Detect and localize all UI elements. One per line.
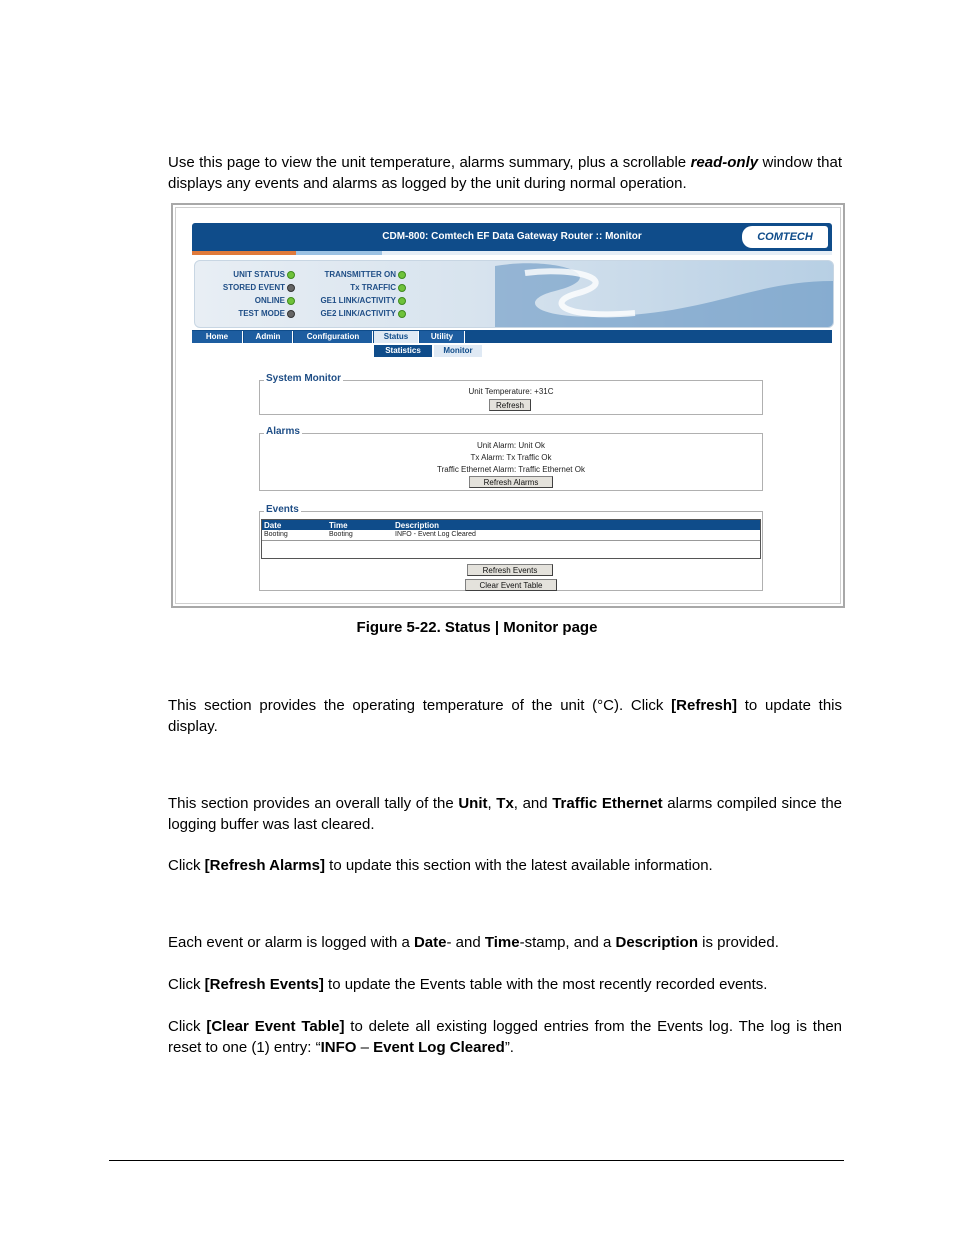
header-description: Description: [395, 521, 440, 530]
status-ge1-link: [295, 296, 406, 305]
events-panel: [259, 504, 763, 591]
clear-event-table-button[interactable]: Clear Event Table: [465, 579, 557, 591]
unit-alarm: Unit Alarm: Unit Ok: [476, 441, 545, 450]
events-description: [168, 932, 842, 953]
accent-orange: [192, 251, 296, 255]
figure-screenshot: [171, 203, 845, 608]
text: This section provides the operating temperature of the unit (°C). Click: [168, 697, 672, 714]
events-table[interactable]: [261, 519, 761, 559]
status-label: UNIT STATUS: [233, 270, 285, 279]
cell-time: Booting: [329, 531, 353, 538]
text: - and: [446, 934, 485, 951]
subtab-monitor[interactable]: Monitor: [434, 345, 482, 357]
footer-rule: [109, 1160, 844, 1161]
green-led-icon: [287, 271, 295, 279]
status-test-mode: [195, 309, 295, 318]
comtech-logo: COMTECH: [742, 226, 828, 248]
main-nav: [192, 330, 832, 343]
status-label: STORED EVENT: [222, 283, 285, 292]
text: to update the Events table with the most recently recorded events.: [323, 976, 768, 993]
status-label: TEST MODE: [238, 309, 285, 318]
intro-paragraph: [168, 152, 842, 194]
status-label: ONLINE: [254, 296, 285, 305]
window-title: CDM-800: Comtech EF Data Gateway Router :: Monitor: [382, 231, 642, 242]
text: ,: [487, 795, 497, 812]
green-led-icon: [398, 271, 406, 279]
bold-text: Tx: [496, 795, 514, 812]
bold-text: [Refresh]: [671, 697, 738, 714]
system-monitor-legend: System Monitor: [266, 373, 342, 384]
window-title-bar: [192, 223, 832, 251]
bold-text: Traffic Ethernet: [552, 795, 663, 812]
status-unit-status: [195, 270, 295, 279]
tab-admin[interactable]: Admin: [244, 331, 293, 343]
text: Click: [168, 976, 205, 993]
bold-text: Time: [484, 934, 520, 951]
text: -stamp, and a: [519, 934, 616, 951]
status-label: Tx TRAFFIC: [350, 283, 396, 292]
status-tx-traffic: [295, 283, 406, 292]
status-label: GE1 LINK/ACTIVITY: [320, 296, 396, 305]
intro-text: Use this page to view the unit temperature, alarms summary, plus a scrollable: [168, 154, 691, 171]
text: is provided.: [698, 934, 779, 951]
text: to update this section with the latest available information.: [325, 857, 713, 874]
alarms-panel: [259, 426, 763, 491]
refresh-button[interactable]: Refresh: [489, 399, 531, 411]
events-table-header: [262, 520, 760, 530]
accent-blue: [296, 251, 382, 255]
status-transmitter-on: [295, 270, 406, 279]
bold-text: INFO: [320, 1039, 357, 1056]
status-online: [195, 296, 295, 305]
text: Click: [168, 1018, 207, 1035]
tab-status[interactable]: Status: [374, 331, 419, 343]
bold-text: Unit: [458, 795, 488, 812]
accent-bar: [192, 251, 832, 255]
bold-text: Date: [413, 934, 447, 951]
table-row: [262, 530, 760, 541]
refresh-alarms-button[interactable]: Refresh Alarms: [469, 476, 553, 488]
events-refresh-note: [168, 974, 842, 995]
header-date: Date: [264, 521, 282, 530]
alarms-description: [168, 793, 842, 835]
text: Each event or alarm is logged with a: [168, 934, 414, 951]
green-led-icon: [398, 310, 406, 318]
system-monitor-description: [168, 695, 842, 737]
refresh-events-button[interactable]: Refresh Events: [467, 564, 553, 576]
green-led-icon: [398, 297, 406, 305]
traffic-ethernet-alarm: Traffic Ethernet Alarm: Traffic Ethernet Ok: [437, 465, 585, 474]
text: ”.: [504, 1039, 514, 1056]
figure-caption: Figure 5-22. Status | Monitor page: [356, 619, 598, 636]
text: , and: [513, 795, 553, 812]
tab-configuration[interactable]: Configuration: [294, 331, 373, 343]
bold-text: [Clear Event Table]: [206, 1018, 345, 1035]
cell-description: INFO - Event Log Cleared: [395, 531, 476, 538]
tab-utility[interactable]: Utility: [420, 331, 465, 343]
figure-inner: [175, 207, 841, 604]
text: This section provides an overall tally of the: [168, 795, 459, 812]
alarms-refresh-note: [168, 855, 842, 876]
gray-led-icon: [287, 310, 295, 318]
status-label: GE2 LINK/ACTIVITY: [320, 309, 396, 318]
intro-emphasis: read-only: [690, 154, 759, 171]
bold-text: Event Log Cleared: [373, 1039, 505, 1056]
bold-text: Description: [615, 934, 698, 951]
events-clear-note: [168, 1016, 842, 1058]
status-ge2-link: [295, 309, 406, 318]
text: Click: [168, 857, 205, 874]
status-label: TRANSMITTER ON: [324, 270, 396, 279]
tab-home[interactable]: Home: [192, 331, 243, 343]
bold-text: [Refresh Alarms]: [204, 857, 325, 874]
intro-text-2: window that displays any events and alarms as logged by the unit during normal operation.: [168, 154, 842, 192]
events-legend: Events: [266, 504, 299, 515]
cell-date: Booting: [264, 531, 288, 538]
text: alarms compiled since the logging buffer was last cleared.: [168, 795, 843, 833]
text: –: [356, 1039, 374, 1056]
text: to delete all existing logged entries from the Events log. The log is then reset to one (1) entry: “: [168, 1018, 843, 1056]
tx-alarm: Tx Alarm: Tx Traffic Ok: [470, 453, 552, 462]
gray-led-icon: [287, 284, 295, 292]
subtab-statistics[interactable]: Statistics: [374, 345, 432, 357]
text: to update this display.: [168, 697, 843, 735]
unit-temperature: Unit Temperature: +31C: [468, 387, 554, 396]
system-monitor-panel: [259, 373, 763, 415]
header-time: Time: [329, 521, 348, 530]
alarms-legend: Alarms: [266, 426, 300, 437]
bold-text: [Refresh Events]: [204, 976, 324, 993]
status-stored-event: [195, 283, 295, 292]
status-panel: [194, 260, 834, 328]
green-led-icon: [398, 284, 406, 292]
green-led-icon: [287, 297, 295, 305]
